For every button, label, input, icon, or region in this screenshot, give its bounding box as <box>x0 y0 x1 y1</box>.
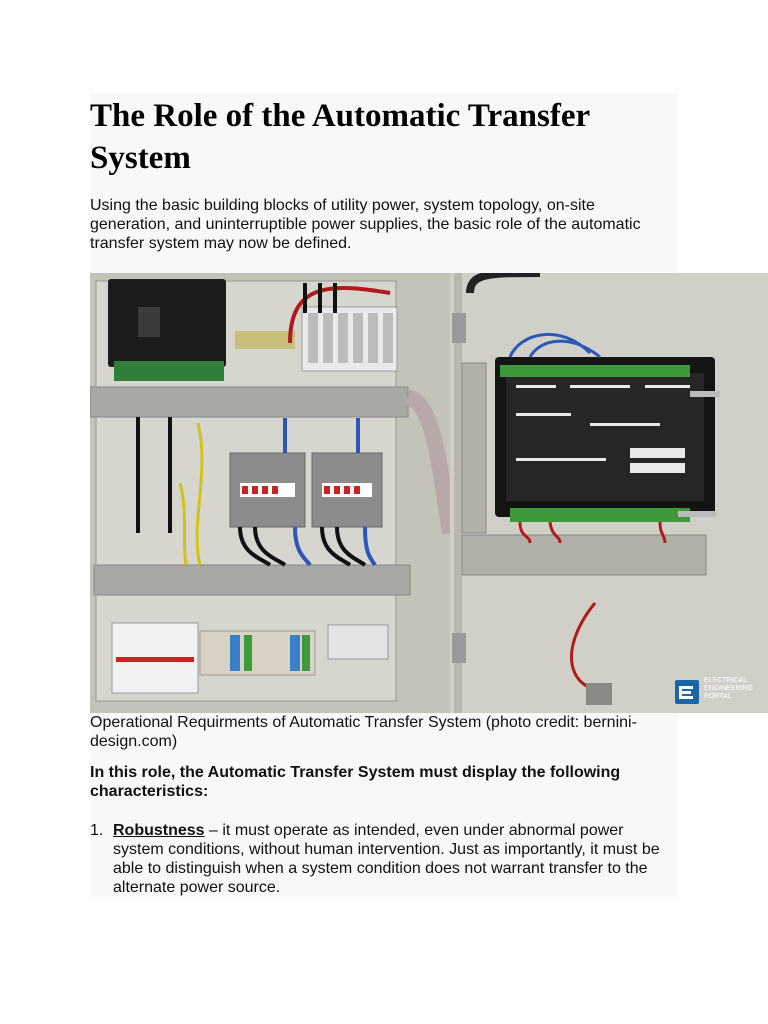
intro-paragraph: Using the basic building blocks of utility power, system topology, on-site generation, and uninterruptible power supplies, the basic role of the automatic transfer system may now be defined. <box>90 197 641 252</box>
watermark-line-1: ELECTRICAL <box>704 677 748 684</box>
article-title: The Role of the Automatic Transfer System <box>90 98 590 176</box>
list-item-term: Robustness <box>113 822 205 839</box>
list-item <box>90 821 670 897</box>
control-panel-photo <box>90 273 768 713</box>
list-item-number: 1. <box>90 822 104 839</box>
electrical-engineering-portal-logo <box>675 680 699 704</box>
list-item-text: – it must operate as intended, even under abnormal power system conditions, without human intervention. Just as importantly, it must be able to distinguish when a system condition does not warrant transfer to the alternate power source. <box>113 822 660 896</box>
watermark-text <box>704 677 768 701</box>
characteristics-lead: In this role, the Automatic Transfer System must display the following characteristics: <box>90 764 621 800</box>
watermark-line-3: PORTAL <box>704 693 732 700</box>
figure-caption: Operational Requirments of Automatic Transfer System (photo credit: bernini-design.com) <box>90 714 637 750</box>
watermark-line-2: ENGINEERING <box>704 685 754 692</box>
